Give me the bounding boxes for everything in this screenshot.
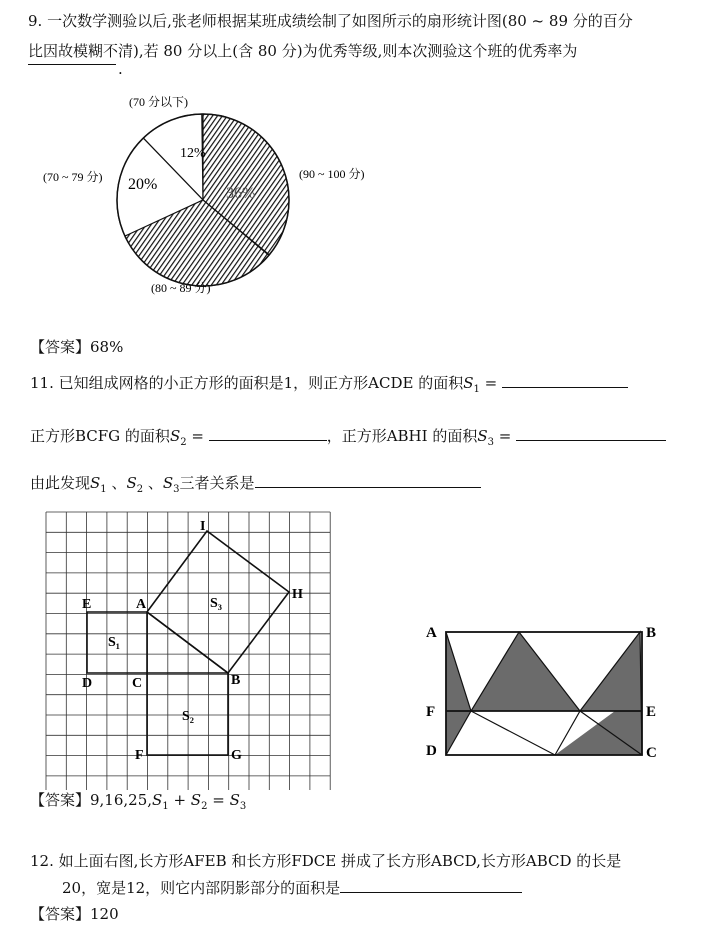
label-c: C bbox=[132, 676, 143, 691]
relation-blank bbox=[255, 473, 481, 488]
q11-answer-text: 【答案】9,16,25, bbox=[30, 791, 153, 809]
q9-blank-period: . bbox=[118, 60, 123, 78]
label-b: B bbox=[231, 673, 241, 688]
q11-line2: 正方形BCFG 的面积$S_2$ = ，正方形ABHI 的面积$S_3$ = bbox=[30, 425, 666, 448]
label-f12: F bbox=[426, 704, 436, 720]
pie-pct-below70: 12% bbox=[180, 146, 206, 161]
label-a12: A bbox=[426, 625, 437, 641]
label-c12: C bbox=[646, 745, 657, 761]
pie-label-80-89: (80 ~ 89 分) bbox=[151, 281, 211, 295]
grid-figure bbox=[0, 500, 340, 790]
q11-line1: 11. 已知组成网格的小正方形的面积是1，则正方形ACDE 的面积$S_1$ = bbox=[30, 372, 628, 395]
label-h: H bbox=[292, 587, 303, 602]
q9-answer: 【答案】68% bbox=[30, 338, 124, 356]
rectangle-figure bbox=[420, 615, 680, 765]
q11-answer: 【答案】$9,16,25,S_1 + S_2 = S_3$ bbox=[30, 791, 247, 812]
s1-blank bbox=[502, 373, 628, 388]
pie-label-below70: (70 分以下) bbox=[129, 95, 188, 109]
q9-line1: 9. 一次数学测验以后,张老师根据某班成绩绘制了如图所示的扇形统计图(80 ~ 89 分的百分 bbox=[28, 12, 633, 30]
label-a: A bbox=[136, 597, 147, 612]
q12-line1: 12. 如上面右图,长方形AFEB 和长方形FDCE 拼成了长方形ABCD,长方形ABCD 的长是 bbox=[30, 852, 622, 870]
pie-chart bbox=[0, 0, 723, 330]
label-g: G bbox=[231, 748, 242, 763]
pie-pct-70-79: 20% bbox=[128, 176, 158, 193]
pie-slices bbox=[117, 114, 289, 286]
label-e12: E bbox=[646, 704, 657, 720]
label-b12: B bbox=[646, 625, 657, 641]
pie-label-70-79: (70 ~ 79 分) bbox=[43, 170, 103, 184]
label-d12: D bbox=[426, 743, 437, 759]
s2-blank bbox=[209, 426, 327, 441]
q11-line1-text: 11. 已知组成网格的小正方形的面积是1，则正方形ACDE 的面积 bbox=[30, 374, 464, 392]
q11-line3-end: 三者关系是 bbox=[179, 474, 255, 492]
grid-lines bbox=[46, 512, 330, 790]
q11-line2-a: 正方形BCFG 的面积 bbox=[30, 427, 170, 445]
label-d: D bbox=[82, 676, 93, 691]
q12-line2-text: 20，宽是12，则它内部阴影部分的面积是 bbox=[62, 879, 341, 897]
pie-label-90-100: (90 ~ 100 分) bbox=[299, 167, 365, 181]
q12-line2 bbox=[62, 877, 522, 898]
q12-answer: 【答案】120 bbox=[30, 905, 119, 923]
shade-peak-1 bbox=[471, 632, 580, 711]
s3-blank bbox=[516, 426, 666, 441]
label-s2: S₂ bbox=[182, 709, 194, 724]
q9-line2: 比因故模糊不清),若 80 分以上(含 80 分)为优秀等级,则本次测验这个班的优秀率为 bbox=[28, 42, 578, 60]
q11-line3: 由此发现$S_1$ 、$S_2$ 、$S_3$三者关系是 bbox=[30, 472, 481, 495]
pie-pct-90-100: 36% bbox=[226, 185, 256, 202]
label-s1: S₁ bbox=[108, 635, 120, 650]
label-e: E bbox=[82, 597, 92, 612]
q12-blank bbox=[340, 878, 522, 893]
q11-line3-text: 由此发现 bbox=[30, 474, 91, 492]
label-i: I bbox=[200, 519, 206, 534]
label-s3: S₃ bbox=[210, 596, 222, 611]
segment-ab bbox=[147, 612, 228, 673]
q11-line2-b: ，正方形ABHI 的面积 bbox=[326, 427, 478, 445]
label-f: F bbox=[135, 748, 144, 763]
